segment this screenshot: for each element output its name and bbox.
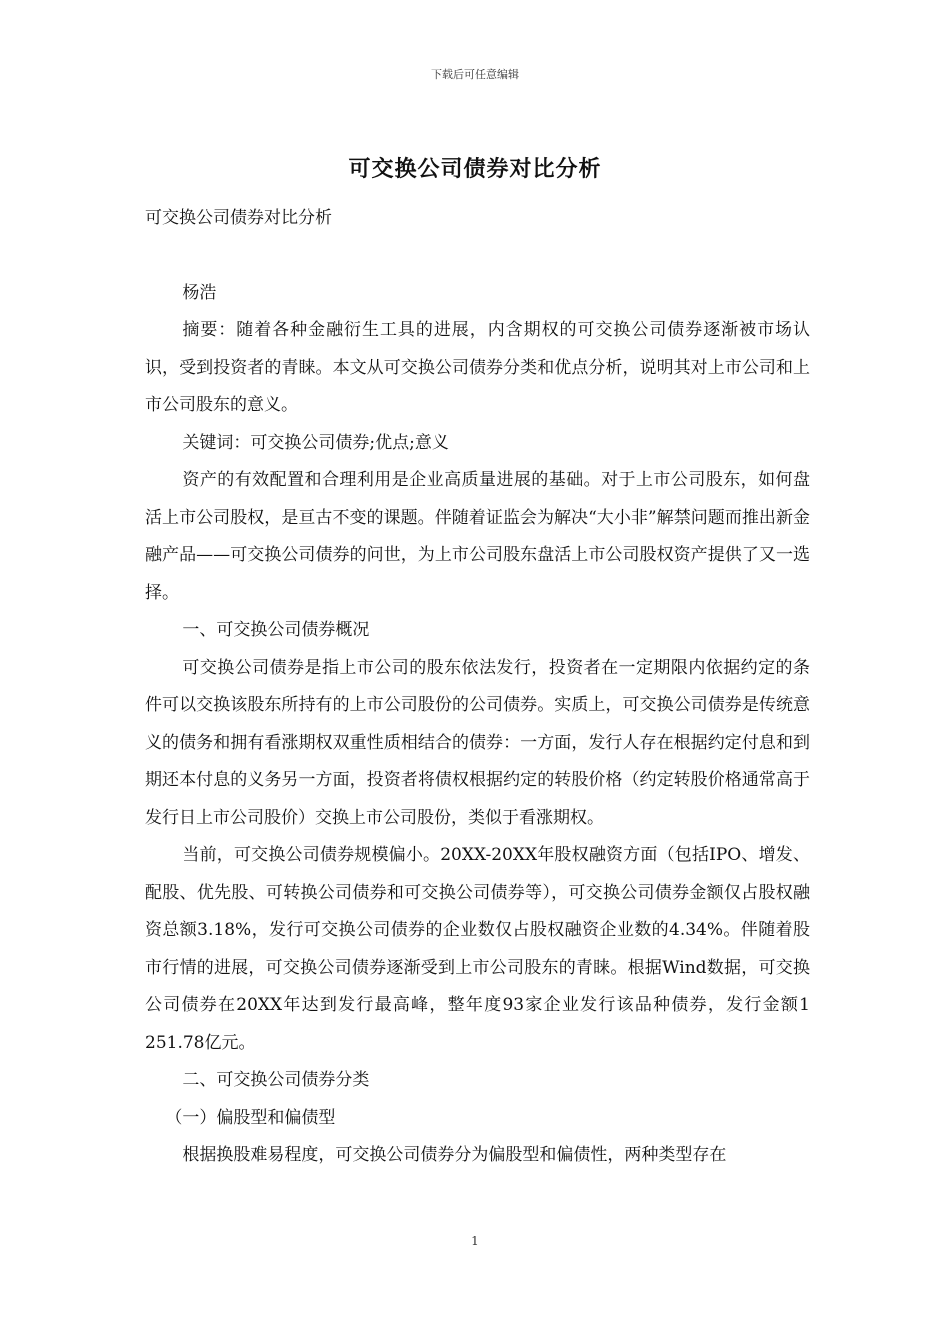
document-title: 可交换公司债券对比分析 [348, 156, 602, 182]
subtitle: 可交换公司债券对比分析 [145, 208, 332, 228]
body-paragraph: 可交换公司债券是指上市公司的股东依法发行，投资者在一定期限内依据约定的条件可以交换该股东所持有的上市公司股份的公司债券。实质上，可交换公司债券是传统意义的债务和拥有看涨期权双重性质相结合的债券：一方面，发行人存在根据约定付息和到期还本付息的义务另一方面，投资者将债权根据约定的转股价格（约定转股价格通常高于发行日上市公司股价）交换上市公司股份，类似于看涨期权。 [145, 657, 810, 828]
section-heading-1: 一、可交换公司债券概况 [182, 620, 370, 640]
document-body [145, 200, 810, 1175]
section-heading-2: 二、可交换公司债券分类 [182, 1070, 370, 1090]
blank-line [145, 238, 810, 275]
abstract-paragraph: 摘要：随着各种金融衍生工具的进展，内含期权的可交换公司债券逐渐被市场认识，受到投资者的青睐。本文从可交换公司债券分类和优点分析，说明其对上市公司和上市公司股东的意义。 [145, 320, 810, 415]
body-paragraph: 根据换股难易程度，可交换公司债券分为偏股型和偏债性，两种类型存在 [182, 1145, 727, 1165]
keywords-paragraph: 关键词：可交换公司债券;优点;意义 [182, 432, 449, 453]
subsection-heading: （一）偏股型和偏债型 [165, 1107, 336, 1128]
page-header: 下载后可任意编辑 [431, 68, 519, 81]
body-paragraph: 当前，可交换公司债券规模偏小。20XX-20XX年股权融资方面（包括IPO、增发、配股、优先股、可转换公司债券和可交换公司债券等），可交换公司债券金额仅占股权融资总额3.18%，发行可交换公司债券的企业数仅占股权融资企业数的4.34%。伴随着股市行情的进展，可交换公司债券逐渐受到上市公司股东的青睐。根据Wind数据，可交换公司债券在20XX年达到发行最高峰，整年度93家企业发行该品种债券，发行金额1 251.78亿元。 [145, 845, 810, 1053]
page-number: 1 [471, 1234, 479, 1248]
author: 杨浩 [182, 282, 217, 303]
intro-paragraph: 资产的有效配置和合理利用是企业高质量进展的基础。对于上市公司股东，如何盘活上市公司股权，是亘古不变的课题。伴随着证监会为解决“大小非”解禁问题而推出新金融产品——可交换公司债券的问世，为上市公司股东盘活上市公司股权资产提供了又一选择。 [145, 470, 810, 603]
